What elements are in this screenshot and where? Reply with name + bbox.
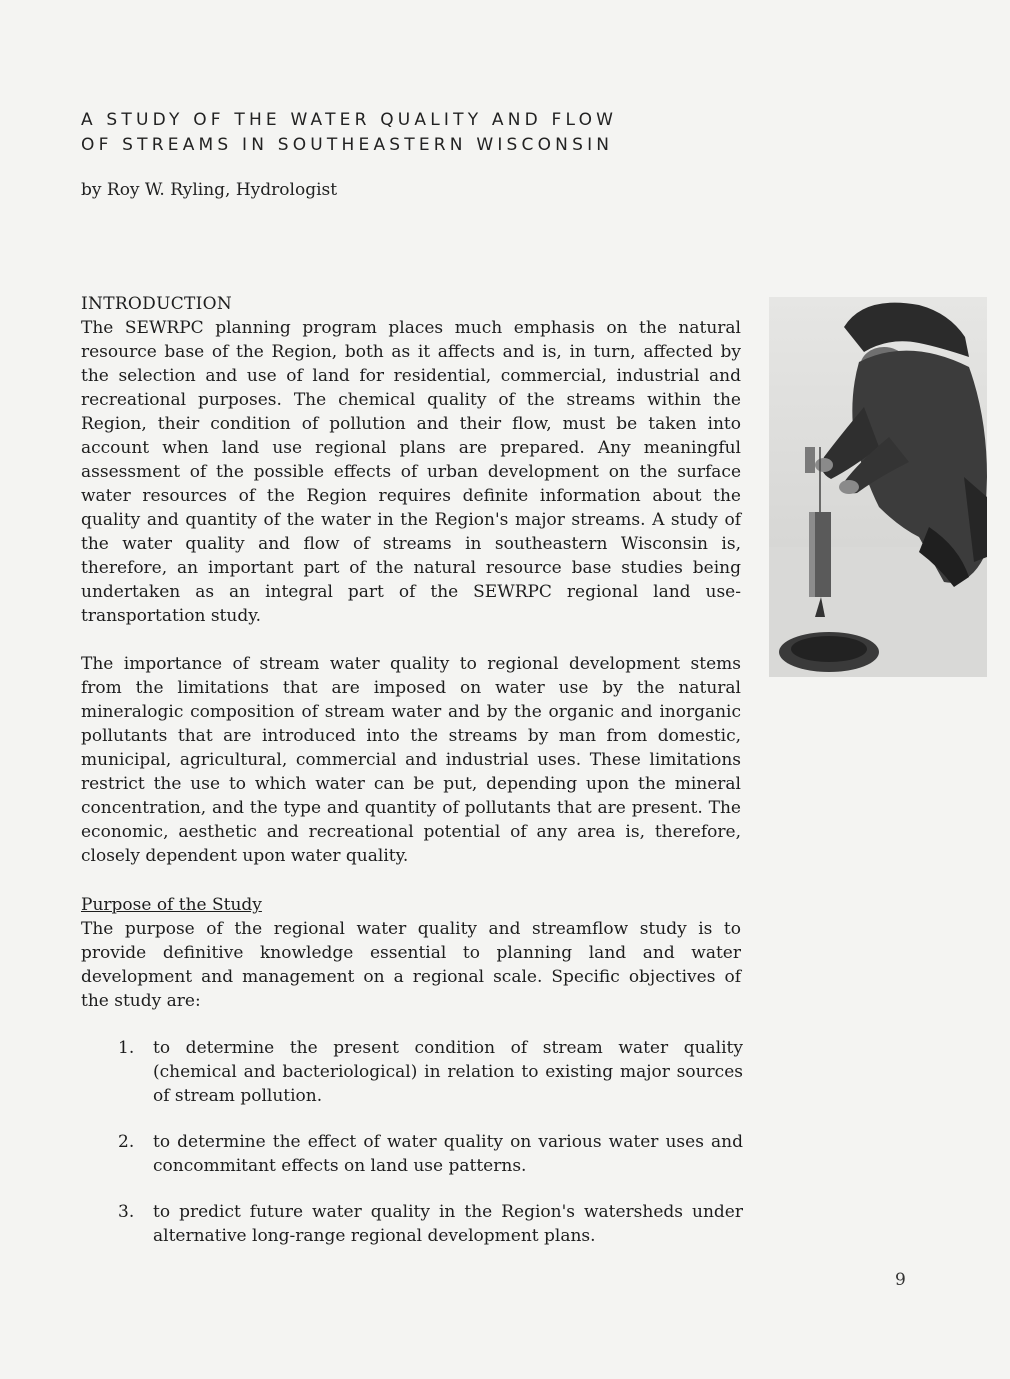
title-line-1: A STUDY OF THE WATER QUALITY AND FLOW bbox=[81, 110, 618, 130]
photo-water-sampling bbox=[769, 297, 987, 677]
list-item bbox=[118, 1200, 743, 1248]
list-item-text: to determine the effect of water quality on various water uses and concommitant effects on land use patterns. bbox=[153, 1132, 743, 1176]
purpose-heading: Purpose of the Study bbox=[81, 895, 262, 915]
introduction-heading: INTRODUCTION bbox=[81, 294, 233, 314]
title-line-2: OF STREAMS IN SOUTHEASTERN WISCONSIN bbox=[81, 135, 614, 155]
list-item bbox=[118, 1036, 743, 1108]
list-item-text: to predict future water quality in the Region's watersheds under alternative long-range regional development plans. bbox=[153, 1202, 743, 1246]
byline: by Roy W. Ryling, Hydrologist bbox=[81, 180, 338, 200]
list-item-number: 2. bbox=[118, 1132, 135, 1152]
page-number: 9 bbox=[895, 1270, 906, 1290]
importance-paragraph: The importance of stream water quality to regional development stems from the limitations that are imposed on water use by the natural mineralogic composition of stream water and by the organic and inorganic pollutants that are introduced into the streams by man from domestic, municipal, agricultural, commercial and industrial uses. These limitations restrict the use to which water can be put, depending upon the mineral concentration, and the type and quantity of pollutants that are present. The economic, aesthetic and recreational potential of any area is, therefore, closely dependent upon water quality. bbox=[81, 654, 741, 866]
list-item bbox=[118, 1130, 743, 1178]
list-item-number: 3. bbox=[118, 1202, 135, 1222]
document-title bbox=[81, 108, 617, 158]
list-item-text: to determine the present condition of stream water quality (chemical and bacteriological) in relation to existing major sources of stream pollution. bbox=[153, 1038, 743, 1106]
purpose-paragraph: The purpose of the regional water quality and streamflow study is to provide definitive knowledge essential to planning land and water development and management on a regional scale. Specific objectives of the study are: bbox=[81, 919, 741, 1011]
introduction-paragraph: The SEWRPC planning program places much emphasis on the natural resource base of the Region, both as it affects and is, in turn, affected by the selection and use of land for residential, commercial, industrial and recreational purposes. The chemical quality of the streams within the Region, their condition of pollution and their flow, must be taken into account when land use regional plans are prepared. Any meaningful assessment of the possible effects of urban development on the surface water resources of the Region requires definite information about the quality and quantity of the water in the Region's major streams. A study of the water quality and flow of streams in southeastern Wisconsin is, therefore, an important part of the natural resource base studies being undertaken as an integral part of the SEWRPC regional land use-transportation study. bbox=[81, 318, 741, 626]
list-item-number: 1. bbox=[118, 1038, 135, 1058]
objectives-list bbox=[118, 1036, 743, 1270]
